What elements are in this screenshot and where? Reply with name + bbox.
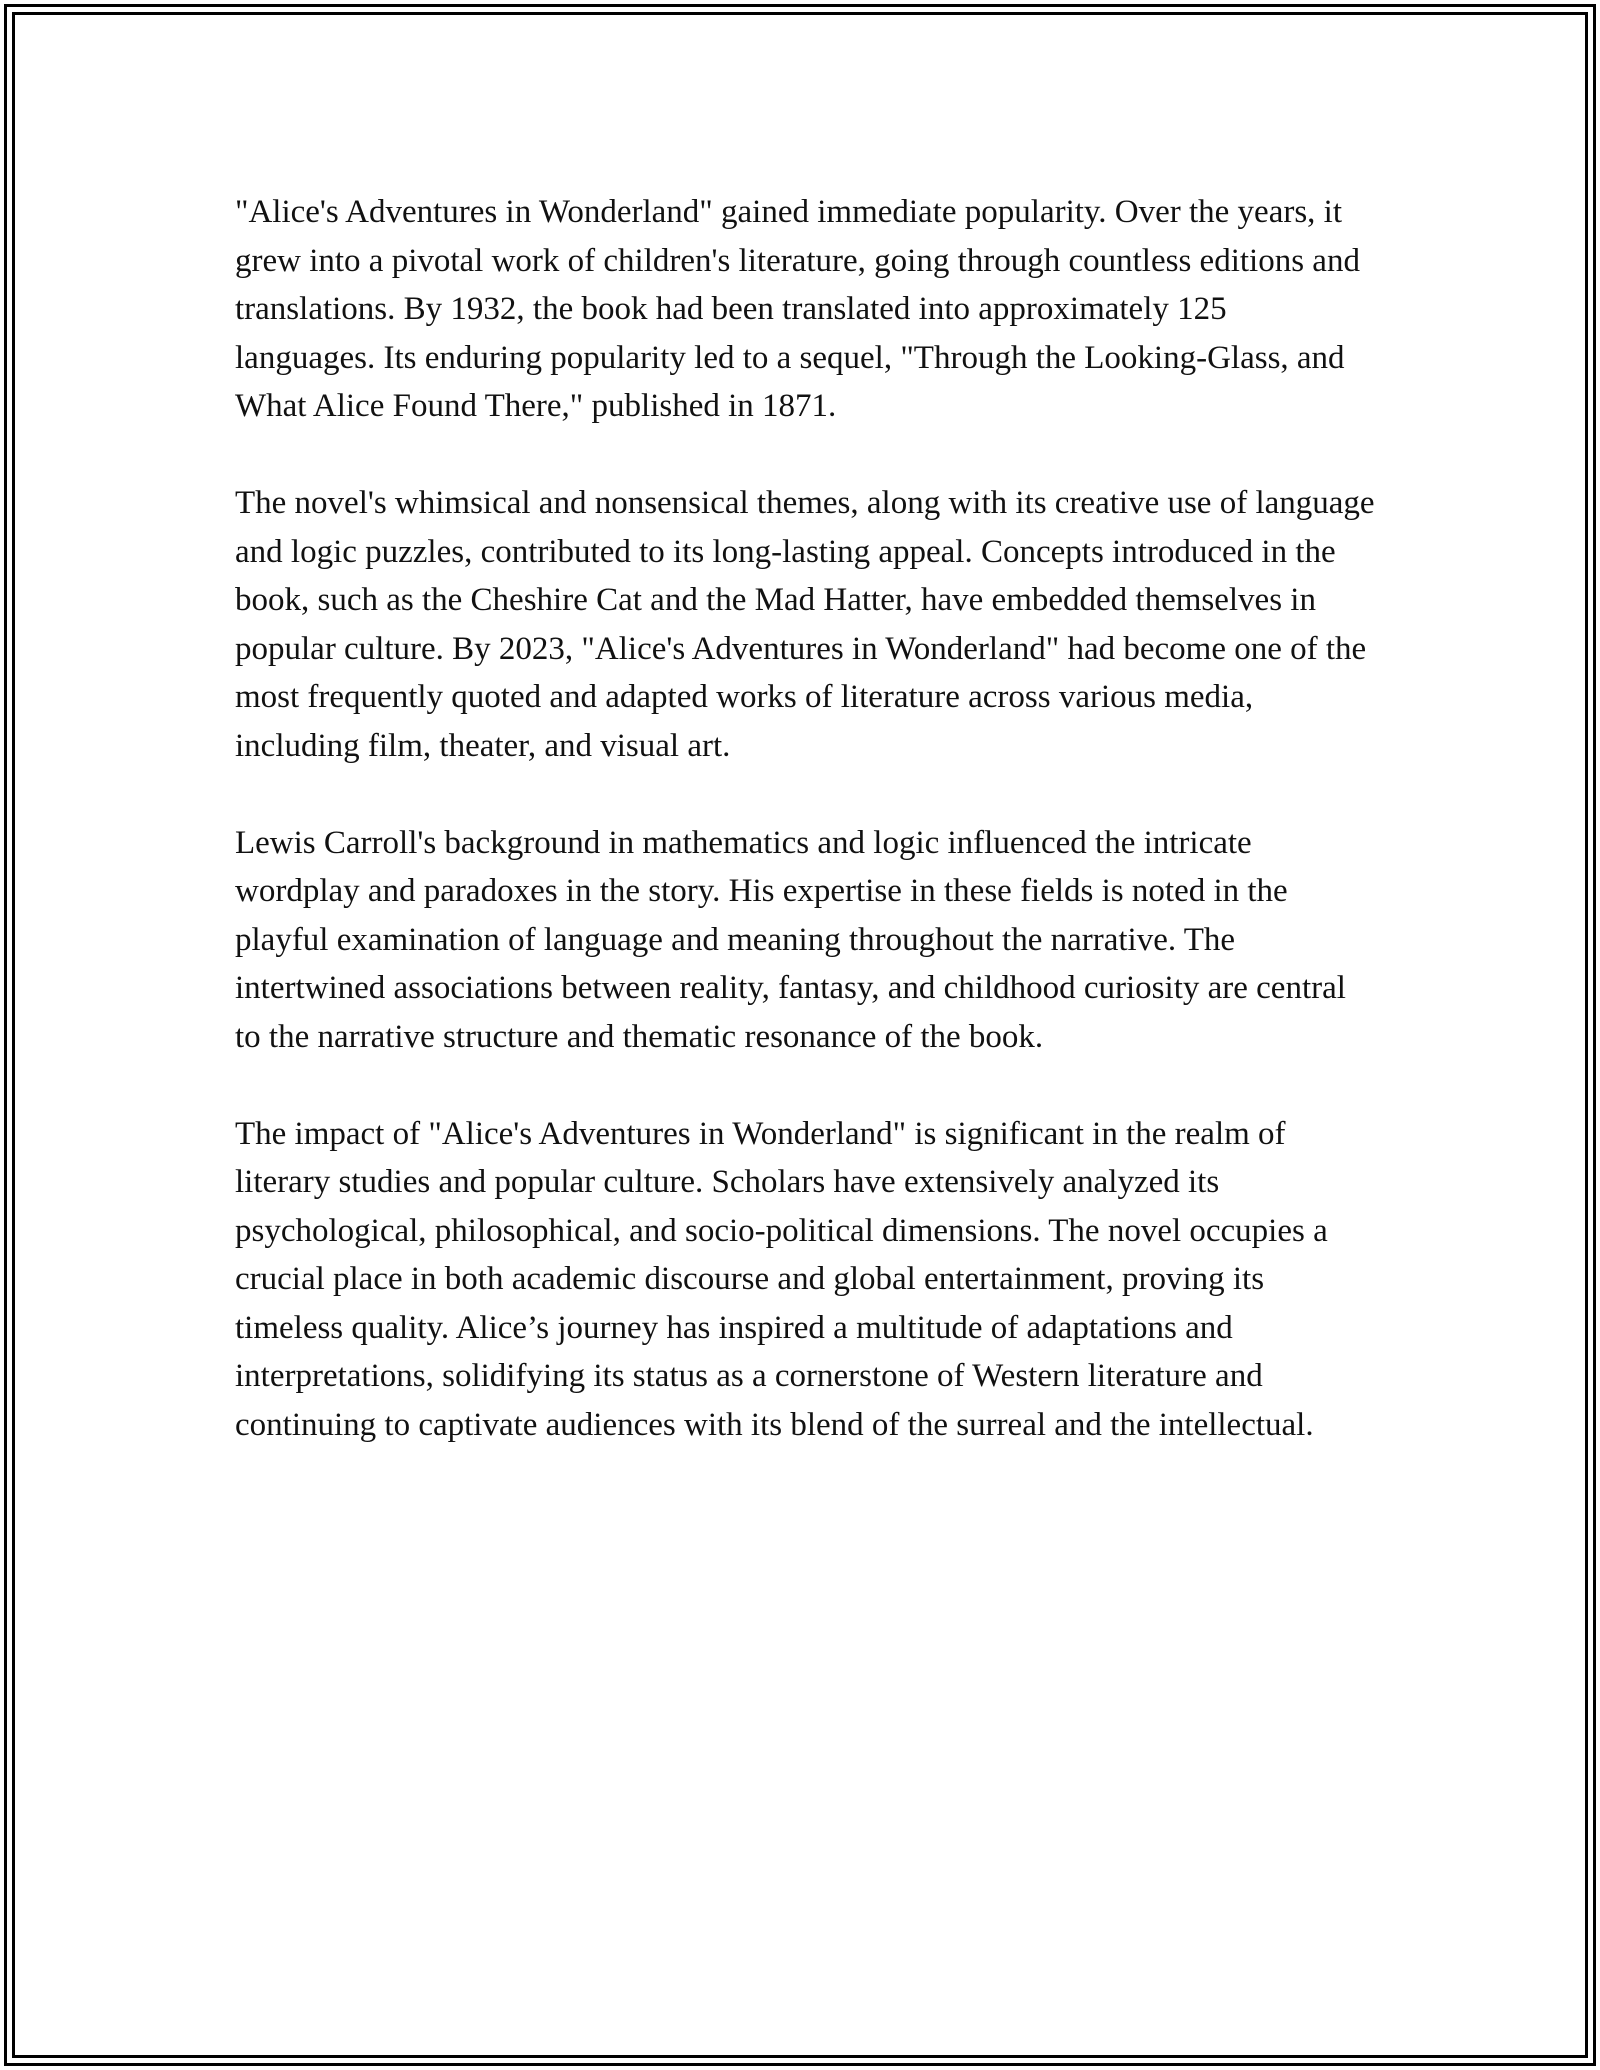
paragraph-2: The novel's whimsical and nonsensical themes, along with its creative use of language and logic puzzles, contributed to its long-lasting appeal. Concepts introduced in the book, such as the Cheshire Cat and the Mad Hatter, have embedded themselves in popular culture. By 2023, "Alice's Adventures in Wonderland" had become one of the most frequently quoted and adapted works of literature across various media, including film, theater, and visual art. — [235, 485, 1375, 764]
paragraph-3: Lewis Carroll's background in mathematics and logic influenced the intricate wordplay and paradoxes in the story. His expertise in these fields is noted in the playful examination of language and meaning throughout the narrative. The intertwined associations between reality, fantasy, and childhood curiosity are central to the narrative structure and thematic resonance of the book. — [235, 824, 1346, 1055]
paragraph-4: The impact of "Alice's Adventures in Wonderland" is significant in the realm of literary studies and popular culture. Scholars have extensively analyzed its psychological, philosophical, and socio-political dimensions. The novel occupies a crucial place in both academic discourse and global entertainment, proving its timeless quality. Alice’s journey has inspired a multitude of adaptations and interpretations, solidifying its status as a cornerstone of Western literature and continuing to captivate audiences with its blend of the surreal and the intellectual. — [235, 1115, 1328, 1443]
document-body — [235, 188, 1375, 1498]
paragraph-1: "Alice's Adventures in Wonderland" gained immediate popularity. Over the years, it grew into a pivotal work of children's literature, going through countless editions and translations. By 1932, the book had been translated into approximately 125 languages. Its enduring popularity led to a sequel, "Through the Looking-Glass, and What Alice Found There," published in 1871. — [235, 194, 1360, 424]
